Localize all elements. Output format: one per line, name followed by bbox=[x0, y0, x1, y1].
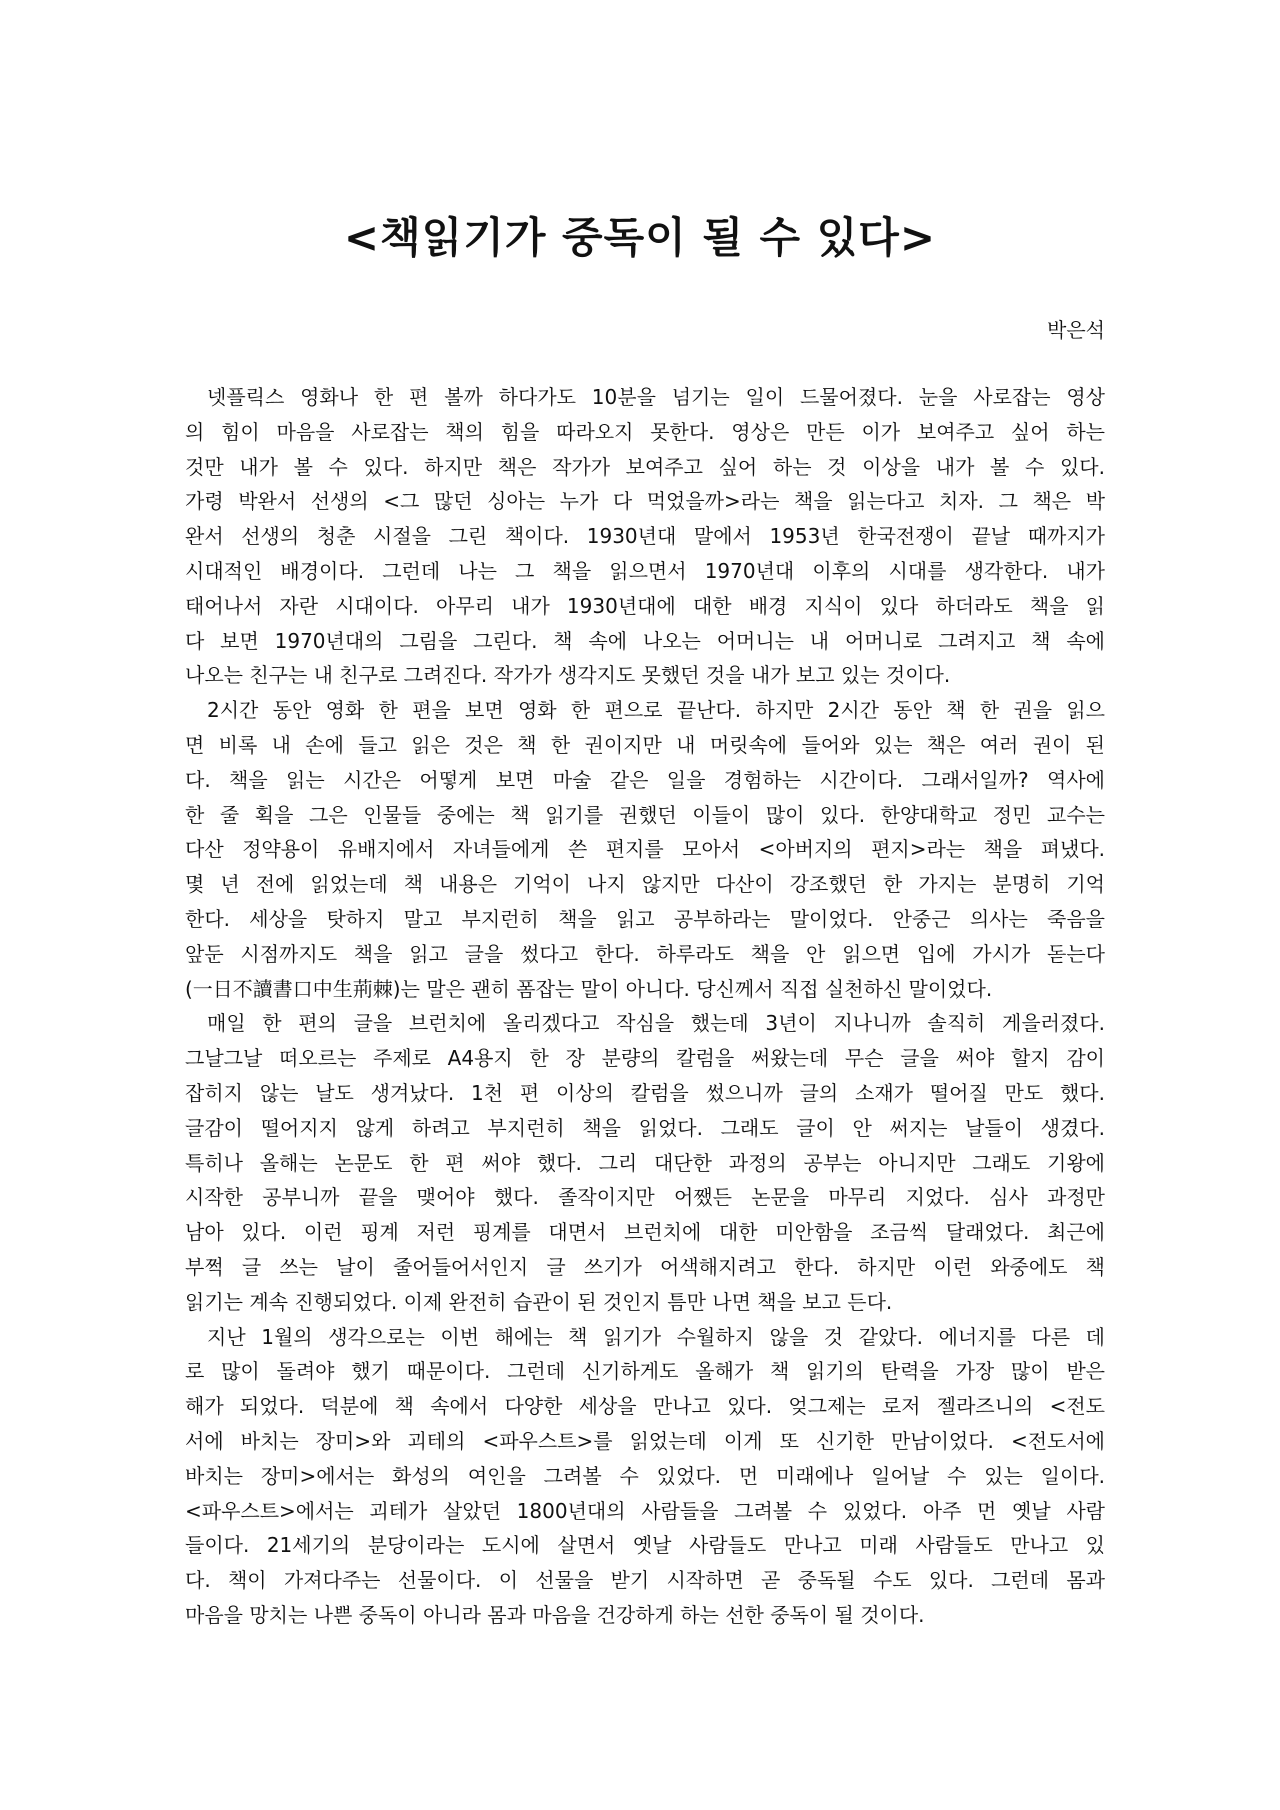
text-line: 글감이 떨어지지 않게 하려고 부지런히 책을 읽었다. 그래도 글이 안 써지는 날들이 생겼다. bbox=[185, 1115, 1105, 1140]
text-line: 로 많이 돌려야 했기 때문이다. 그런데 신기하게도 올해가 책 읽기의 탄력을 가장 많이 받은 bbox=[185, 1359, 1105, 1384]
text-line: 다산 정약용이 유배지에서 자녀들에게 쓴 편지를 모아서 <아버지의 편지>라는 책을 펴냈다. bbox=[185, 837, 1105, 862]
text-line: 시작한 공부니까 끝을 맺어야 했다. 졸작이지만 어쨌든 논문을 마무리 지었다. 심사 과정만 bbox=[185, 1185, 1105, 1210]
text-line: 의 힘이 마음을 사로잡는 책의 힘을 따라오지 못한다. 영상은 만든 이가 보여주고 싶어 하는 bbox=[185, 419, 1105, 444]
text-line: 시대적인 배경이다. 그런데 나는 그 책을 읽으면서 1970년대 이후의 시대를 생각한다. 내가 bbox=[185, 558, 1105, 583]
paragraph bbox=[185, 1006, 1105, 1319]
text-line: 것만 내가 볼 수 있다. 하지만 책은 작가가 보여주고 싶어 하는 것 이상을 내가 볼 수 있다. bbox=[185, 454, 1105, 479]
paragraph bbox=[185, 1320, 1105, 1633]
text-line: 면 비록 내 손에 들고 읽은 것은 책 한 권이지만 내 머릿속에 들어와 있는 책은 여러 권이 된 bbox=[185, 732, 1105, 757]
text-line: (一日不讀書口中生荊棘)는 말은 괜히 폼잡는 말이 아니다. 당신께서 직접 실천하신 말이었다. bbox=[185, 976, 993, 1001]
text-line: 매일 한 편의 글을 브런치에 올리겠다고 작심을 했는데 3년이 지나니까 솔직히 게을러졌다. bbox=[207, 1011, 1105, 1036]
paragraph bbox=[185, 380, 1105, 693]
text-line: 태어나서 자란 시대이다. 아무리 내가 1930년대에 대한 배경 지식이 있다 하더라도 책을 읽 bbox=[185, 593, 1105, 618]
text-line: 넷플릭스 영화나 한 편 볼까 하다가도 10분을 넘기는 일이 드물어졌다. 눈을 사로잡는 영상 bbox=[207, 385, 1105, 409]
text-line: 바치는 장미>에서는 화성의 여인을 그려볼 수 있었다. 먼 미래에나 일어날 수 있는 일이다. bbox=[185, 1463, 1105, 1488]
text-line: 한다. 세상을 탓하지 말고 부지런히 책을 읽고 공부하라는 말이었다. 안중근 의사는 죽음을 bbox=[185, 906, 1105, 931]
text-line: 한 줄 획을 그은 인물들 중에는 책 읽기를 권했던 이들이 많이 있다. 한양대학교 정민 교수는 bbox=[185, 802, 1105, 827]
text-line: 부쩍 글 쓰는 날이 줄어들어서인지 글 쓰기가 어색해지려고 한다. 하지만 이런 와중에도 책 bbox=[185, 1254, 1105, 1279]
author-name: 박은석 bbox=[1047, 318, 1105, 342]
paragraph bbox=[185, 693, 1105, 1006]
text-line: 몇 년 전에 읽었는데 책 내용은 기억이 나지 않지만 다산이 강조했던 한 가지는 분명히 기억 bbox=[185, 872, 1105, 897]
text-line: 가령 박완서 선생의 <그 많던 싱아는 누가 다 먹었을까>라는 책을 읽는다고 치자. 그 책은 박 bbox=[185, 489, 1105, 514]
text-line: 남아 있다. 이런 핑계 저런 핑계를 대면서 브런치에 대한 미안함을 조금씩 달래었다. 최근에 bbox=[185, 1220, 1105, 1245]
text-line: 다 보면 1970년대의 그림을 그린다. 책 속에 나오는 어머니는 내 어머니로 그려지고 책 속에 bbox=[185, 628, 1105, 653]
text-line: 해가 되었다. 덕분에 책 속에서 다양한 세상을 만나고 있다. 엊그제는 로저 젤라즈니의 <전도 bbox=[185, 1394, 1105, 1419]
text-line: 그날그날 떠오르는 주제로 A4용지 한 장 분량의 칼럼을 써왔는데 무슨 글을 써야 할지 감이 bbox=[185, 1046, 1105, 1071]
text-line: 잡히지 않는 날도 생겨났다. 1천 편 이상의 칼럼을 썼으니까 글의 소재가 떨어질 만도 했다. bbox=[185, 1080, 1105, 1105]
text-line: 들이다. 21세기의 분당이라는 도시에 살면서 옛날 사람들도 만나고 미래 사람들도 만나고 있 bbox=[185, 1533, 1105, 1558]
text-line: 나오는 친구는 내 친구로 그려진다. 작가가 생각지도 못했던 것을 내가 보고 있는 것이다. bbox=[185, 663, 951, 688]
text-line: 앞둔 시점까지도 책을 읽고 글을 썼다고 한다. 하루라도 책을 안 읽으면 입에 가시가 돋는다 bbox=[185, 941, 1105, 966]
text-line: 다. 책이 가져다주는 선물이다. 이 선물을 받기 시작하면 곧 중독될 수도 있다. 그런데 몸과 bbox=[185, 1568, 1105, 1593]
text-line: 특히나 올해는 논문도 한 편 써야 했다. 그리 대단한 과정의 공부는 아니지만 그래도 기왕에 bbox=[185, 1150, 1105, 1175]
text-line: 마음을 망치는 나쁜 중독이 아니라 몸과 마음을 건강하게 하는 선한 중독이 될 것이다. bbox=[185, 1602, 925, 1627]
document-body bbox=[185, 380, 1105, 1633]
text-line: 완서 선생의 청춘 시절을 그린 책이다. 1930년대 말에서 1953년 한국전쟁이 끝날 때까지가 bbox=[185, 524, 1105, 549]
text-line: 2시간 동안 영화 한 편을 보면 영화 한 편으로 끝난다. 하지만 2시간 동안 책 한 권을 읽으 bbox=[207, 698, 1105, 723]
text-line: 읽기는 계속 진행되었다. 이제 완전히 습관이 된 것인지 틈만 나면 책을 보고 든다. bbox=[185, 1289, 893, 1314]
text-line: <파우스트>에서는 괴테가 살았던 1800년대의 사람들을 그려볼 수 있었다. 아주 먼 옛날 사람 bbox=[185, 1498, 1105, 1523]
text-line: 서에 바치는 장미>와 괴테의 <파우스트>를 읽었는데 이게 또 신기한 만남이었다. <전도서에 bbox=[185, 1428, 1105, 1453]
text-line: 다. 책을 읽는 시간은 어떻게 보면 마술 같은 일을 경험하는 시간이다. 그래서일까? 역사에 bbox=[185, 767, 1105, 792]
document-title: <책읽기가 중독이 될 수 있다> bbox=[343, 213, 937, 262]
text-line: 지난 1월의 생각으로는 이번 해에는 책 읽기가 수월하지 않을 것 같았다. 에너지를 다른 데 bbox=[207, 1324, 1105, 1349]
